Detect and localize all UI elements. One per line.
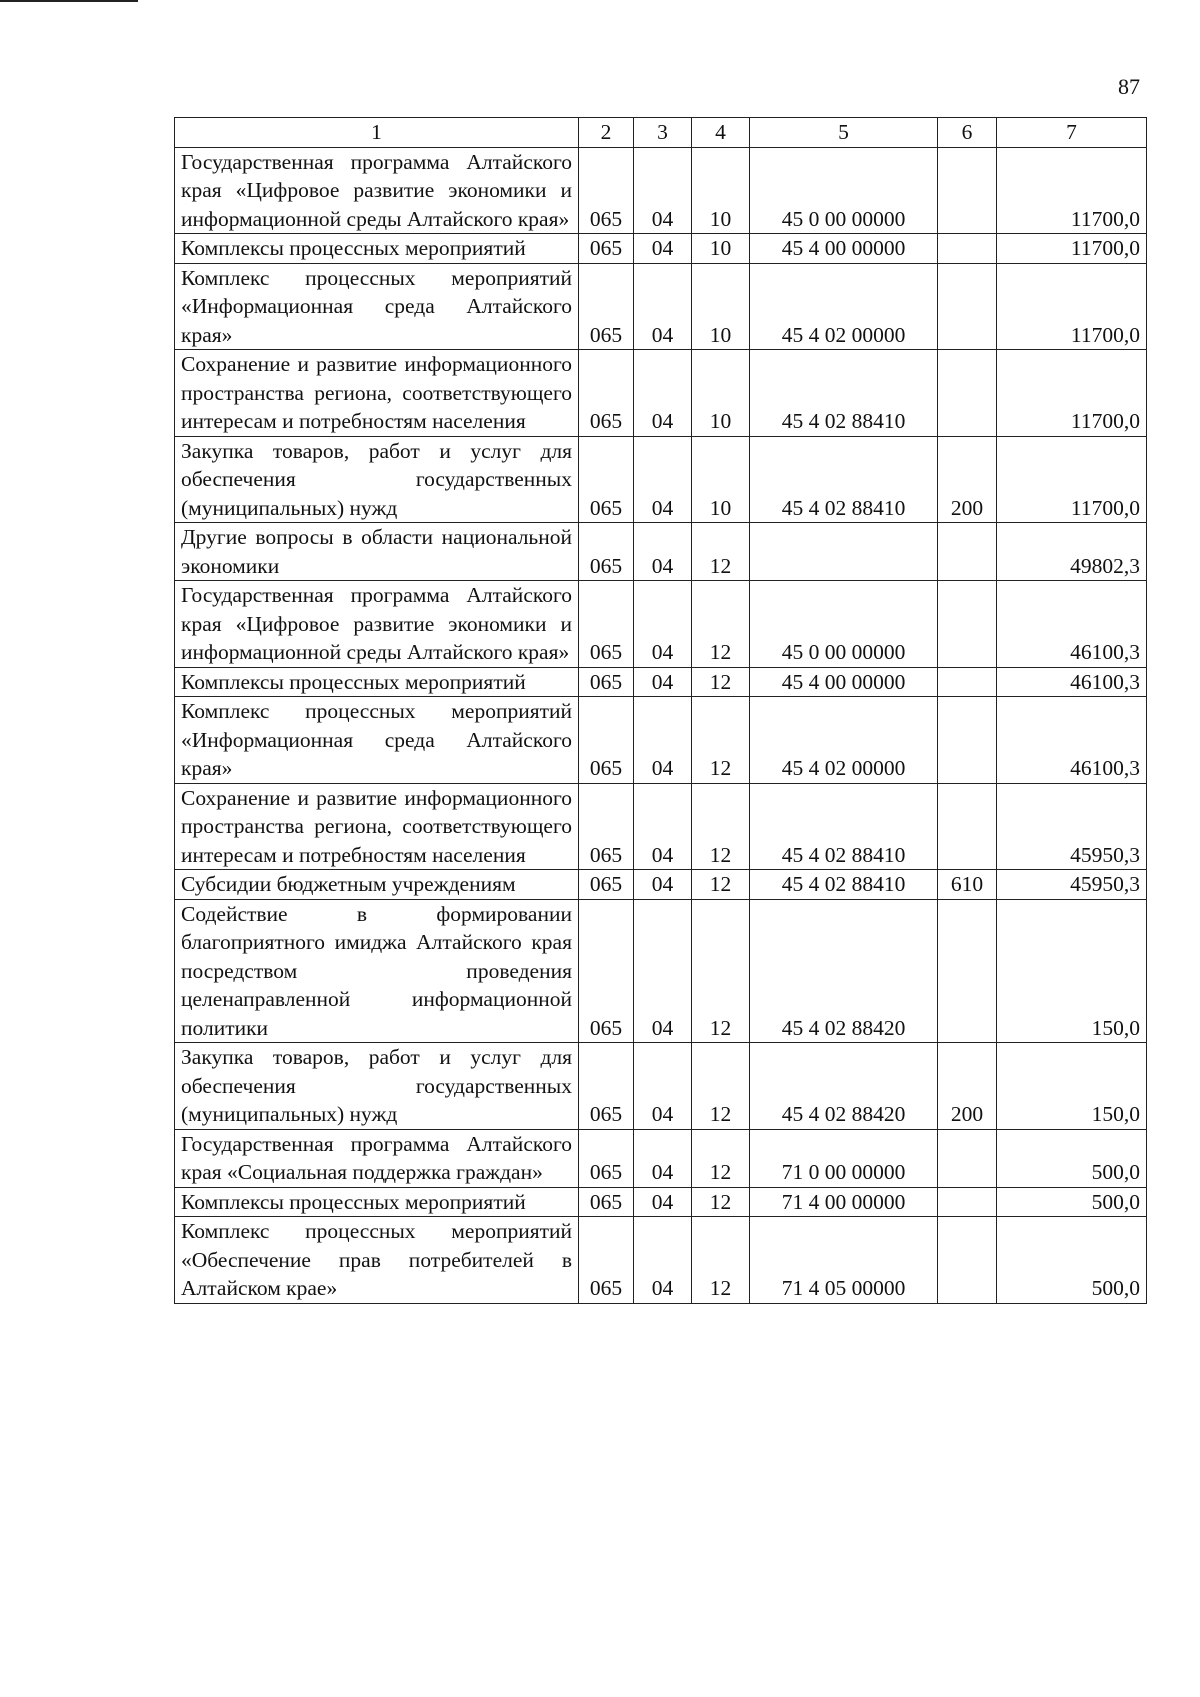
cell-section: 04 <box>634 581 692 668</box>
cell-subsection: 12 <box>692 523 750 581</box>
cell-amount: 500,0 <box>997 1129 1147 1187</box>
cell-name: Закупка товаров, работ и услуг для обеспечения государственных (муниципальных) нужд <box>175 436 579 523</box>
cell-admin-code: 065 <box>579 697 634 784</box>
table-row <box>175 870 1147 900</box>
budget-table <box>174 117 1147 1304</box>
cell-admin-code: 065 <box>579 263 634 350</box>
cell-subsection: 10 <box>692 234 750 264</box>
cell-admin-code: 065 <box>579 899 634 1043</box>
cell-admin-code: 065 <box>579 783 634 870</box>
cell-section: 04 <box>634 783 692 870</box>
cell-expense-type <box>938 147 997 234</box>
table-row <box>175 899 1147 1043</box>
cell-subsection: 12 <box>692 1217 750 1304</box>
cell-section: 04 <box>634 1187 692 1217</box>
cell-name: Комплексы процессных мероприятий <box>175 234 579 264</box>
table-row <box>175 1043 1147 1130</box>
cell-admin-code: 065 <box>579 1217 634 1304</box>
cell-subsection: 12 <box>692 581 750 668</box>
cell-subsection: 12 <box>692 1187 750 1217</box>
cell-amount: 500,0 <box>997 1217 1147 1304</box>
cell-name: Государственная программа Алтайского края «Социальная поддержка граждан» <box>175 1129 579 1187</box>
cell-name: Другие вопросы в области национальной экономики <box>175 523 579 581</box>
cell-target-item <box>750 523 938 581</box>
cell-target-item: 45 4 02 00000 <box>750 263 938 350</box>
cell-name: Комплексы процессных мероприятий <box>175 667 579 697</box>
column-header: 2 <box>579 118 634 148</box>
table-row <box>175 667 1147 697</box>
cell-section: 04 <box>634 523 692 581</box>
cell-subsection: 12 <box>692 899 750 1043</box>
cell-admin-code: 065 <box>579 523 634 581</box>
cell-amount: 45950,3 <box>997 783 1147 870</box>
cell-name: Государственная программа Алтайского края «Цифровое развитие экономики и информационной среды Алтайского края» <box>175 581 579 668</box>
cell-target-item: 71 4 00 00000 <box>750 1187 938 1217</box>
cell-amount: 46100,3 <box>997 581 1147 668</box>
table-row <box>175 436 1147 523</box>
cell-name: Государственная программа Алтайского края «Цифровое развитие экономики и информационной среды Алтайского края» <box>175 147 579 234</box>
cell-target-item: 45 4 02 88420 <box>750 1043 938 1130</box>
cell-amount: 500,0 <box>997 1187 1147 1217</box>
cell-amount: 11700,0 <box>997 350 1147 437</box>
cell-subsection: 12 <box>692 1043 750 1130</box>
cell-name: Субсидии бюджетным учреждениям <box>175 870 579 900</box>
cell-name: Сохранение и развитие информационного пространства региона, соответствующего интересам и потребностям населения <box>175 783 579 870</box>
scan-artifact-line <box>0 0 138 2</box>
cell-amount: 49802,3 <box>997 523 1147 581</box>
cell-expense-type <box>938 350 997 437</box>
cell-section: 04 <box>634 234 692 264</box>
cell-section: 04 <box>634 350 692 437</box>
cell-admin-code: 065 <box>579 1043 634 1130</box>
cell-expense-type <box>938 263 997 350</box>
cell-subsection: 10 <box>692 263 750 350</box>
cell-target-item: 45 4 02 88410 <box>750 783 938 870</box>
cell-amount: 11700,0 <box>997 147 1147 234</box>
table-row <box>175 783 1147 870</box>
cell-name: Комплексы процессных мероприятий <box>175 1187 579 1217</box>
cell-name: Сохранение и развитие информационного пространства региона, соответствующего интересам и потребностям населения <box>175 350 579 437</box>
cell-section: 04 <box>634 697 692 784</box>
cell-admin-code: 065 <box>579 234 634 264</box>
cell-amount: 150,0 <box>997 899 1147 1043</box>
table-row <box>175 697 1147 784</box>
cell-target-item: 45 4 02 88410 <box>750 436 938 523</box>
cell-target-item: 45 0 00 00000 <box>750 147 938 234</box>
cell-target-item: 45 4 00 00000 <box>750 234 938 264</box>
table-row <box>175 523 1147 581</box>
column-header: 7 <box>997 118 1147 148</box>
cell-expense-type <box>938 1217 997 1304</box>
cell-admin-code: 065 <box>579 870 634 900</box>
cell-admin-code: 065 <box>579 1187 634 1217</box>
cell-expense-type <box>938 783 997 870</box>
page-number: 87 <box>1118 74 1140 99</box>
table-body <box>175 147 1147 1303</box>
cell-subsection: 12 <box>692 870 750 900</box>
cell-target-item: 45 4 02 88410 <box>750 870 938 900</box>
cell-section: 04 <box>634 1043 692 1130</box>
cell-amount: 46100,3 <box>997 697 1147 784</box>
cell-target-item: 45 0 00 00000 <box>750 581 938 668</box>
cell-admin-code: 065 <box>579 667 634 697</box>
cell-expense-type: 200 <box>938 436 997 523</box>
cell-target-item: 71 4 05 00000 <box>750 1217 938 1304</box>
cell-subsection: 10 <box>692 147 750 234</box>
cell-section: 04 <box>634 1129 692 1187</box>
table-row <box>175 1217 1147 1304</box>
cell-expense-type <box>938 523 997 581</box>
cell-expense-type: 200 <box>938 1043 997 1130</box>
cell-section: 04 <box>634 436 692 523</box>
cell-target-item: 45 4 02 88420 <box>750 899 938 1043</box>
cell-subsection: 12 <box>692 697 750 784</box>
table-row <box>175 1129 1147 1187</box>
column-header: 5 <box>750 118 938 148</box>
cell-name: Содействие в формировании благоприятного имиджа Алтайского края посредством проведения целенаправленной информационной политики <box>175 899 579 1043</box>
cell-target-item: 71 0 00 00000 <box>750 1129 938 1187</box>
cell-amount: 11700,0 <box>997 234 1147 264</box>
cell-admin-code: 065 <box>579 147 634 234</box>
cell-subsection: 10 <box>692 350 750 437</box>
table-row <box>175 1187 1147 1217</box>
table-row <box>175 263 1147 350</box>
cell-amount: 11700,0 <box>997 436 1147 523</box>
header-row <box>175 118 1147 148</box>
column-header: 6 <box>938 118 997 148</box>
cell-expense-type: 610 <box>938 870 997 900</box>
cell-subsection: 10 <box>692 436 750 523</box>
cell-section: 04 <box>634 147 692 234</box>
cell-amount: 150,0 <box>997 1043 1147 1130</box>
cell-expense-type <box>938 667 997 697</box>
table-row <box>175 581 1147 668</box>
table-row <box>175 147 1147 234</box>
table-row <box>175 350 1147 437</box>
cell-subsection: 12 <box>692 783 750 870</box>
cell-expense-type <box>938 899 997 1043</box>
cell-target-item: 45 4 02 00000 <box>750 697 938 784</box>
cell-section: 04 <box>634 870 692 900</box>
cell-amount: 45950,3 <box>997 870 1147 900</box>
cell-section: 04 <box>634 899 692 1043</box>
cell-subsection: 12 <box>692 1129 750 1187</box>
table-row <box>175 234 1147 264</box>
cell-amount: 11700,0 <box>997 263 1147 350</box>
cell-section: 04 <box>634 667 692 697</box>
cell-expense-type <box>938 581 997 668</box>
cell-section: 04 <box>634 1217 692 1304</box>
cell-expense-type <box>938 234 997 264</box>
cell-target-item: 45 4 00 00000 <box>750 667 938 697</box>
cell-admin-code: 065 <box>579 436 634 523</box>
column-header: 4 <box>692 118 750 148</box>
cell-admin-code: 065 <box>579 581 634 668</box>
cell-name: Комплекс процессных мероприятий «Обеспечение прав потребителей в Алтайском крае» <box>175 1217 579 1304</box>
column-header: 3 <box>634 118 692 148</box>
cell-expense-type <box>938 697 997 784</box>
cell-name: Комплекс процессных мероприятий «Информационная среда Алтайского края» <box>175 697 579 784</box>
cell-expense-type <box>938 1129 997 1187</box>
cell-admin-code: 065 <box>579 350 634 437</box>
cell-target-item: 45 4 02 88410 <box>750 350 938 437</box>
cell-subsection: 12 <box>692 667 750 697</box>
cell-amount: 46100,3 <box>997 667 1147 697</box>
column-header: 1 <box>175 118 579 148</box>
cell-name: Комплекс процессных мероприятий «Информационная среда Алтайского края» <box>175 263 579 350</box>
cell-expense-type <box>938 1187 997 1217</box>
cell-name: Закупка товаров, работ и услуг для обеспечения государственных (муниципальных) нужд <box>175 1043 579 1130</box>
cell-admin-code: 065 <box>579 1129 634 1187</box>
cell-section: 04 <box>634 263 692 350</box>
